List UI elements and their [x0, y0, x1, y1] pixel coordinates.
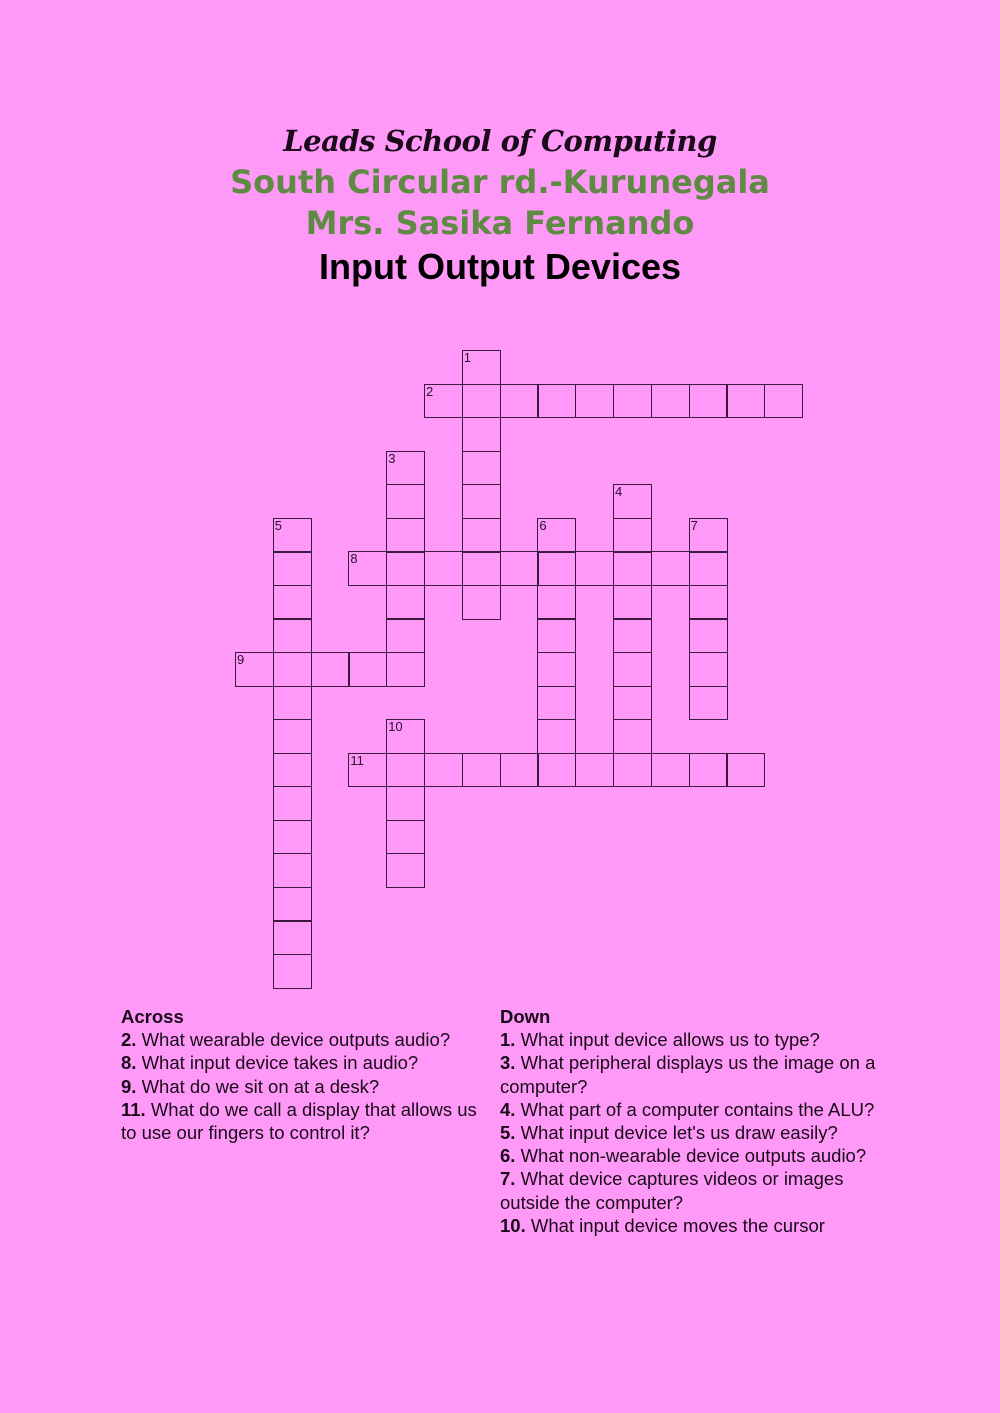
crossword-cell[interactable] — [689, 585, 728, 620]
clue-item — [500, 1098, 890, 1121]
crossword-cell[interactable] — [348, 551, 387, 586]
down-clues — [500, 1005, 890, 1237]
crossword-cell[interactable] — [764, 384, 803, 419]
crossword-cell[interactable] — [386, 652, 425, 687]
crossword-cell[interactable] — [726, 384, 765, 419]
crossword-cell[interactable] — [613, 585, 652, 620]
crossword-cell[interactable] — [386, 719, 425, 754]
crossword-cell[interactable] — [273, 686, 312, 721]
clue-number: 2. — [121, 1029, 137, 1051]
crossword-cell[interactable] — [537, 384, 576, 419]
crossword-cell[interactable] — [651, 551, 690, 586]
clue-text: What non-wearable device outputs audio? — [515, 1145, 867, 1167]
crossword-cell[interactable] — [273, 887, 312, 922]
clue-number-label: 8 — [350, 551, 358, 567]
clue-text: What input device allows us to type? — [515, 1029, 820, 1051]
crossword-cell[interactable] — [273, 954, 312, 989]
crossword-cell[interactable] — [386, 585, 425, 620]
worksheet-title: Input Output Devices — [318, 246, 682, 287]
crossword-cell[interactable] — [613, 719, 652, 754]
crossword-cell[interactable] — [613, 618, 652, 653]
crossword-cell[interactable] — [273, 652, 312, 687]
crossword-cell[interactable] — [651, 384, 690, 419]
teacher-name: Mrs. Sasika Fernando — [305, 204, 695, 242]
crossword-cell[interactable] — [462, 585, 501, 620]
crossword-cell[interactable] — [689, 686, 728, 721]
crossword-cell[interactable] — [613, 753, 652, 788]
crossword-cell[interactable] — [311, 652, 350, 687]
crossword-cell[interactable] — [348, 753, 387, 788]
clue-text: What input device takes in audio? — [136, 1052, 419, 1074]
crossword-cell[interactable] — [424, 753, 463, 788]
clue-item — [121, 1075, 491, 1098]
clue-number-label: 1 — [463, 350, 472, 365]
crossword-cell[interactable] — [386, 853, 425, 888]
crossword-cell[interactable] — [386, 753, 425, 788]
school-address: South Circular rd.-Kurunegala — [230, 163, 770, 201]
clue-text: What wearable device outputs audio? — [136, 1029, 451, 1051]
crossword-cell[interactable] — [386, 484, 425, 519]
crossword-cell[interactable] — [273, 551, 312, 586]
crossword-cell[interactable] — [575, 753, 614, 788]
clue-number-label: 10 — [388, 719, 403, 734]
crossword-cell[interactable] — [462, 484, 501, 519]
crossword-cell[interactable] — [462, 417, 501, 452]
clue-number-label: 2 — [426, 383, 434, 399]
crossword-cell[interactable] — [537, 652, 576, 687]
crossword-cell[interactable] — [462, 551, 501, 586]
crossword-cell[interactable] — [613, 652, 652, 687]
crossword-cell[interactable] — [273, 585, 312, 620]
crossword-cell[interactable] — [613, 518, 652, 553]
clue-text: What input device let's us draw easily? — [515, 1122, 838, 1144]
crossword-cell[interactable] — [462, 384, 501, 419]
crossword-cell[interactable] — [575, 551, 614, 586]
crossword-cell[interactable] — [613, 686, 652, 721]
crossword-cell[interactable] — [537, 719, 576, 754]
clue-number-label: 5 — [274, 517, 283, 533]
crossword-cell[interactable] — [689, 652, 728, 687]
crossword-cell[interactable] — [613, 551, 652, 586]
clue-item — [500, 1144, 890, 1167]
across-clues — [121, 1005, 491, 1144]
school-name: Leads School of Computing — [283, 124, 717, 158]
crossword-cell[interactable] — [273, 618, 312, 653]
crossword-cell[interactable] — [273, 518, 312, 553]
crossword-cell[interactable] — [726, 753, 765, 788]
crossword-cell[interactable] — [386, 451, 425, 486]
clue-number: 8. — [121, 1052, 137, 1074]
clue-item — [121, 1051, 491, 1074]
crossword-cell[interactable] — [424, 551, 463, 586]
crossword-cell[interactable] — [537, 551, 576, 586]
crossword-cell[interactable] — [689, 618, 728, 653]
crossword-cell[interactable] — [462, 350, 501, 385]
clue-text: What device captures videos or images outside the computer? — [500, 1168, 844, 1213]
crossword-cell[interactable] — [386, 518, 425, 553]
crossword-cell[interactable] — [462, 753, 501, 788]
clue-text: What do we sit on at a desk? — [136, 1075, 380, 1097]
crossword-cell[interactable] — [386, 820, 425, 855]
crossword-cell[interactable] — [500, 551, 539, 586]
clue-number-label: 7 — [690, 517, 698, 533]
down-heading: Down — [500, 1006, 551, 1027]
clue-number: 3. — [500, 1052, 516, 1074]
crossword-cell[interactable] — [462, 451, 501, 486]
across-heading: Across — [121, 1006, 184, 1027]
clue-number: 5. — [500, 1122, 516, 1144]
clue-item — [121, 1028, 491, 1051]
crossword-cell[interactable] — [500, 384, 539, 419]
crossword-cell[interactable] — [386, 551, 425, 586]
crossword-cell[interactable] — [537, 518, 576, 553]
crossword-cell[interactable] — [348, 652, 387, 687]
clue-number: 4. — [500, 1098, 516, 1120]
clue-number-label: 6 — [539, 517, 547, 533]
crossword-cell[interactable] — [537, 686, 576, 721]
crossword-cell[interactable] — [651, 753, 690, 788]
crossword-cell[interactable] — [386, 618, 425, 653]
down-clue-list — [500, 1028, 890, 1237]
crossword-cell[interactable] — [273, 820, 312, 855]
crossword-cell[interactable] — [462, 518, 501, 553]
clue-number-label: 9 — [237, 652, 245, 667]
clue-item — [500, 1028, 890, 1051]
clue-text: What input device moves the cursor — [525, 1214, 825, 1236]
crossword-cell[interactable] — [273, 920, 312, 955]
crossword-cell[interactable] — [613, 484, 652, 519]
clue-text: What do we call a display that allows us to use our fingers to control it? — [121, 1098, 477, 1144]
clue-number-label: 11 — [350, 752, 364, 768]
crossword-cell[interactable] — [235, 652, 274, 687]
across-clue-list — [121, 1028, 491, 1144]
crossword-cell[interactable] — [689, 384, 728, 419]
clue-item — [500, 1214, 890, 1237]
clue-number: 7. — [500, 1168, 516, 1190]
clue-number: 1. — [500, 1029, 516, 1051]
crossword-cell[interactable] — [537, 753, 576, 788]
crossword-cell[interactable] — [273, 786, 312, 821]
crossword-cell[interactable] — [273, 753, 312, 788]
clue-number: 6. — [500, 1145, 516, 1167]
clue-item — [121, 1098, 491, 1144]
clue-number: 9. — [121, 1075, 137, 1097]
clue-number: 11. — [121, 1098, 146, 1120]
crossword-cell[interactable] — [273, 719, 312, 754]
crossword-cell[interactable] — [613, 384, 652, 419]
crossword-cell[interactable] — [424, 384, 463, 419]
clue-text: What part of a computer contains the ALU? — [515, 1098, 875, 1120]
crossword-cell[interactable] — [575, 384, 614, 419]
clue-item — [500, 1167, 890, 1213]
clue-number-label: 3 — [388, 450, 396, 466]
crossword-cell[interactable] — [537, 618, 576, 653]
clue-item — [500, 1121, 890, 1144]
crossword-cell[interactable] — [386, 786, 425, 821]
crossword-cell[interactable] — [689, 551, 728, 586]
clue-number: 10. — [500, 1214, 526, 1236]
crossword-cell[interactable] — [689, 518, 728, 553]
crossword-cell[interactable] — [537, 585, 576, 620]
clue-number-label: 4 — [615, 484, 623, 500]
crossword-cell[interactable] — [273, 853, 312, 888]
crossword-cell[interactable] — [689, 753, 728, 788]
clue-text: What peripheral displays us the image on a computer? — [500, 1052, 876, 1097]
crossword-cell[interactable] — [500, 753, 539, 788]
clue-item — [500, 1051, 890, 1097]
